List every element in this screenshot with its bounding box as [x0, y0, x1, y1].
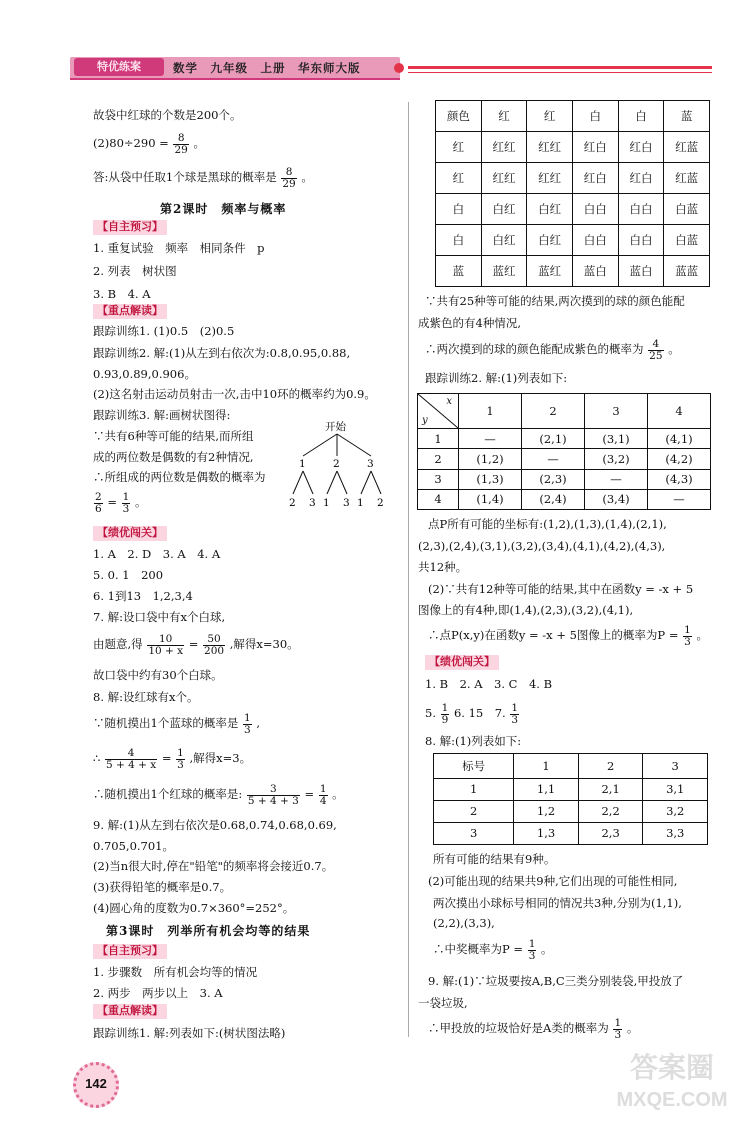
- table-cell: 2: [434, 800, 514, 822]
- text-line: 7. 解:设口袋中有x个白球,: [93, 610, 226, 624]
- table-cell: 3,1: [643, 778, 708, 800]
- table-cell: 1,3: [514, 822, 579, 844]
- text-line: 共12种。: [418, 560, 468, 574]
- table-cell: 红红: [527, 163, 573, 194]
- table-corner-cell: [418, 394, 459, 429]
- table-row: [418, 489, 711, 509]
- table-row: [436, 163, 710, 194]
- table-cell: (1,2): [459, 449, 522, 469]
- text-line: 2. 两步 两步以上 3. A: [93, 986, 223, 1000]
- table-cell: (3,2): [585, 449, 648, 469]
- text-line: 跟踪训练2. 解:(1)列表如下:: [425, 371, 568, 385]
- table-cell: 2,2: [578, 800, 643, 822]
- table-header-cell: 1: [514, 754, 579, 779]
- table-cell: 白红: [527, 194, 573, 225]
- table-header-cell: 3: [643, 754, 708, 779]
- header-rule-thin: [408, 72, 712, 73]
- tree-leaf: 2: [289, 497, 296, 509]
- table-cell: (2,4): [522, 489, 585, 509]
- table-header-cell: 白: [618, 101, 664, 132]
- coordinate-table: [417, 393, 711, 510]
- table-cell: (4,1): [648, 429, 711, 449]
- table-header-cell: 1: [459, 394, 522, 429]
- text-line: 0.93,0.89,0.906。: [93, 367, 196, 381]
- table-header-row: [434, 754, 708, 779]
- text-line: (2)∵共有12种等可能的结果,其中在函数y = -x + 5: [428, 582, 694, 596]
- table-cell: 红红: [481, 163, 527, 194]
- text-line: (2)可能出现的结果共9种,它们出现的可能性相同,: [428, 874, 678, 888]
- text-line: 跟踪训练3. 解:画树状图得:: [93, 408, 231, 422]
- table-cell: 红白: [572, 132, 618, 163]
- text-line: 一袋垃圾,: [418, 996, 468, 1010]
- text-line: 3. B 4. A: [93, 287, 151, 301]
- fraction: $\frac{1}{3}$: [122, 490, 130, 515]
- text-line: 两次摸出小球标号相同的情况共3种,分别为(1,1),: [433, 896, 682, 910]
- table-cell: 白白: [618, 225, 664, 256]
- section-tag: 【重点解读】: [93, 304, 167, 319]
- formula-line: ∴点P(x,y)在函数y = -x + 5图像上的概率为P = $\frac{1}{3}$ 。: [428, 623, 708, 648]
- table-cell: —: [585, 469, 648, 489]
- tree-node: 2: [333, 458, 340, 470]
- watermark-logo: [612, 1052, 732, 1122]
- table-row: [436, 194, 710, 225]
- table-header-row: [436, 101, 710, 132]
- section-tag: 【重点解读】: [93, 1004, 167, 1019]
- fraction: $\frac{2}{6}$: [95, 490, 102, 515]
- text-line: (2)当n很大时,停在"铅笔"的频率将会接近0.7。: [93, 859, 334, 873]
- table-cell: (4,3): [648, 469, 711, 489]
- formula-line: ∴中奖概率为P = $\frac{1}{3}$ 。: [433, 937, 553, 962]
- table-cell: 4: [418, 489, 459, 509]
- table-row: [434, 778, 708, 800]
- section-tag: 【绩优闯关】: [93, 526, 167, 541]
- text-line: (2,3),(2,4),(3,1),(3,2),(3,4),(4,1),(4,2),(4,3),: [418, 539, 666, 553]
- table-cell: 蓝白: [618, 256, 664, 287]
- header-logo: 特优练案: [74, 58, 164, 76]
- table-cell: 蓝红: [527, 256, 573, 287]
- table-cell: 白红: [527, 225, 573, 256]
- table-cell: 白: [436, 225, 482, 256]
- table-header-cell: 颜色: [436, 101, 482, 132]
- table-cell: —: [522, 449, 585, 469]
- formula-line: ∵随机摸出1个蓝球的概率是 $\frac{1}{3}$ ,: [93, 711, 260, 736]
- watermark-text: 答案圈: [629, 1052, 714, 1083]
- fraction: $\frac{3}{5 + 4 + 3}$: [247, 782, 299, 807]
- table-header-cell: 红: [527, 101, 573, 132]
- column-divider: [408, 102, 409, 1037]
- text-line: (2,2),(3,3),: [433, 916, 495, 930]
- table-cell: 3: [418, 469, 459, 489]
- formula-line: ∴两次摸到的球的颜色能配成紫色的概率为 $\frac{4}{25}$ 。: [425, 337, 680, 362]
- table-cell: 3,3: [643, 822, 708, 844]
- header-rule: [408, 66, 712, 69]
- formula-line: 由题意,得 $\frac{10}{10 + x}$ = $\frac{50}{200}$ ,解得x=30。: [93, 632, 299, 657]
- tree-node: 3: [367, 458, 374, 470]
- fraction: $\frac{4}{5 + 4 + x}$: [105, 746, 157, 771]
- table-header-cell: 白: [572, 101, 618, 132]
- formula-line: ∴随机摸出1个红球的概率是: $\frac{3}{5 + 4 + 3}$ = $\frac{1}{4}$ 。: [93, 782, 344, 807]
- text-line: 故袋中红球的个数是200个。: [93, 108, 242, 122]
- text-line: 8. 解:(1)列表如下:: [425, 734, 522, 748]
- table-row: [436, 256, 710, 287]
- table-cell: 红红: [481, 132, 527, 163]
- text-line: 6. 1到13 1,2,3,4: [93, 589, 193, 603]
- table-cell: 白红: [481, 225, 527, 256]
- text-line: 1. B 2. A 3. C 4. B: [425, 677, 553, 691]
- header-underline: [70, 78, 400, 80]
- answer-line: 答:从袋中任取1个球是黑球的概率是 $\frac{8}{29}$ 。: [93, 165, 313, 190]
- table-row: [436, 225, 710, 256]
- text-line: 2. 列表 树状图: [93, 264, 177, 278]
- table-header-cell: 3: [585, 394, 648, 429]
- table-cell: 蓝: [436, 256, 482, 287]
- tree-leaf: 1: [323, 497, 330, 509]
- table-cell: 白白: [572, 225, 618, 256]
- table-header-cell: 2: [522, 394, 585, 429]
- text-line: 0.705,0.701。: [93, 839, 174, 853]
- text-line: 8. 解:设红球有x个。: [93, 690, 199, 704]
- table-cell: 红白: [618, 132, 664, 163]
- tree-root: 开始: [325, 421, 346, 433]
- corner-x-label: x: [446, 396, 452, 407]
- table-cell: 红: [436, 163, 482, 194]
- table-cell: 2,1: [578, 778, 643, 800]
- color-combination-table: [435, 100, 710, 287]
- text-line: (2)这名射击运动员射击一次,击中10环的概率约为0.9。: [93, 387, 376, 401]
- table-cell: 1,1: [514, 778, 579, 800]
- table-row: [436, 132, 710, 163]
- fraction: $\frac{1}{9}$: [441, 701, 449, 726]
- fraction: $\frac{1}{3}$: [528, 937, 536, 962]
- table-cell: 3,2: [643, 800, 708, 822]
- table-header-cell: 标号: [434, 754, 514, 779]
- tree-leaf: 2: [377, 497, 384, 509]
- text-line: 跟踪训练2. 解:(1)从左到右依次为:0.8,0.95,0.88,: [93, 346, 351, 360]
- section-tag: 【绩优闯关】: [425, 655, 499, 670]
- table-cell: 红: [436, 132, 482, 163]
- section-title: 第2课时 频率与概率: [160, 202, 287, 216]
- table-cell: 红红: [527, 132, 573, 163]
- text-line: 成的两位数是偶数的有2种情况,: [93, 450, 254, 464]
- table-cell: 2: [418, 449, 459, 469]
- fraction: $\frac{8}{29}$: [174, 131, 188, 156]
- section-title: 第3课时 列举所有机会均等的结果: [106, 924, 311, 938]
- formula-line: ∴ $\frac{4}{5 + 4 + x}$ = $\frac{1}{3}$ ,解得x=3。: [93, 746, 252, 771]
- text-line: 点P所有可能的坐标有:(1,2),(1,3),(1,4),(2,1),: [428, 517, 667, 531]
- table-cell: 蓝红: [481, 256, 527, 287]
- tree-leaf: 3: [343, 497, 350, 509]
- text-line: 跟踪训练1. (1)0.5 (2)0.5: [93, 324, 235, 338]
- text-line: 图像上的有4种,即(1,4),(2,3),(3,2),(4,1),: [418, 603, 634, 617]
- fraction: $\frac{1}{3}$: [684, 623, 691, 648]
- table-cell: 1,2: [514, 800, 579, 822]
- table-cell: 红白: [572, 163, 618, 194]
- table-header-cell: 蓝: [664, 101, 710, 132]
- table-cell: 红蓝: [664, 163, 710, 194]
- text-line: 9. 解:(1)从左到右依次是0.68,0.74,0.68,0.69,: [93, 818, 337, 832]
- fraction: $\frac{1}{3}$: [177, 746, 184, 771]
- text-line: (3)获得铅笔的概率是0.7。: [93, 880, 232, 894]
- text-line: ∵共有25种等可能的结果,两次摸到的球的颜色能配: [425, 294, 685, 308]
- table-header-cell: 红: [481, 101, 527, 132]
- text-line: 1. A 2. D 3. A 4. A: [93, 547, 221, 561]
- formula-line: (2)80÷290 = $\frac{8}{29}$ 。: [93, 131, 205, 156]
- table-cell: 蓝蓝: [664, 256, 710, 287]
- text-line: 故口袋中约有30个白球。: [93, 668, 223, 682]
- table-row: [418, 429, 711, 449]
- text-line: (4)圆心角的度数为0.7×360°=252°。: [93, 901, 295, 915]
- table-cell: 蓝白: [572, 256, 618, 287]
- fraction: $\frac{10}{10 + x}$: [148, 632, 184, 657]
- page-number: 142: [73, 1062, 119, 1108]
- text-line: 1. 步骤数 所有机会均等的情况: [93, 965, 258, 979]
- fraction: $\frac{4}{25}$: [649, 337, 663, 362]
- tree-leaf: 1: [357, 497, 364, 509]
- table-cell: (2,1): [522, 429, 585, 449]
- fraction: $\frac{1}{3}$: [511, 701, 519, 726]
- table-cell: 红白: [618, 163, 664, 194]
- table-header-cell: 2: [578, 754, 643, 779]
- formula-line: $\frac{2}{6}$ = $\frac{1}{3}$ 。: [95, 490, 147, 515]
- header-subject: 数学 九年级 上册 华东师大版: [173, 61, 361, 75]
- section-tag: 【自主预习】: [93, 220, 167, 235]
- text-line: 跟踪训练1. 解:列表如下:(树状图法略): [93, 1026, 286, 1040]
- table-cell: 2,3: [578, 822, 643, 844]
- corner-y-label: y: [422, 415, 428, 426]
- table-cell: 白白: [572, 194, 618, 225]
- text-line: 成紫色的有4种情况,: [418, 316, 521, 330]
- table-cell: 白蓝: [664, 194, 710, 225]
- table-cell: —: [648, 489, 711, 509]
- table-cell: (1,3): [459, 469, 522, 489]
- table-cell: 白白: [618, 194, 664, 225]
- table-cell: (3,1): [585, 429, 648, 449]
- fraction: $\frac{8}{29}$: [282, 165, 296, 190]
- table-cell: 红蓝: [664, 132, 710, 163]
- section-tag: 【自主预习】: [93, 944, 167, 959]
- table-header-cell: 4: [648, 394, 711, 429]
- table-cell: 白: [436, 194, 482, 225]
- table-cell: (4,2): [648, 449, 711, 469]
- table-header-row: [418, 394, 711, 429]
- tree-diagram: [283, 418, 393, 513]
- table-cell: (1,4): [459, 489, 522, 509]
- table-cell: 1: [418, 429, 459, 449]
- text-line: 9. 解:(1)∵垃圾要按A,B,C三类分别装袋,甲投放了: [428, 974, 684, 988]
- fraction: $\frac{50}{200}$: [204, 632, 225, 657]
- text-line: 5. 0. 1 200: [93, 568, 164, 582]
- table-cell: 白蓝: [664, 225, 710, 256]
- tree-node: 1: [299, 458, 306, 470]
- text-line: 1. 重复试验 频率 相同条件 p: [93, 241, 265, 255]
- table-cell: 3: [434, 822, 514, 844]
- text-line: ∴所组成的两位数是偶数的概率为: [93, 470, 266, 484]
- table-cell: 1: [434, 778, 514, 800]
- table-cell: 白红: [481, 194, 527, 225]
- tree-leaf: 3: [309, 497, 316, 509]
- text-line: 所有可能的结果有9种。: [433, 852, 556, 866]
- fraction: $\frac{1}{4}$: [319, 782, 327, 807]
- table-row: [418, 469, 711, 489]
- fraction: $\frac{1}{3}$: [614, 1016, 622, 1041]
- header-dot-icon: [394, 63, 404, 73]
- fraction: $\frac{1}{3}$: [243, 711, 251, 736]
- table-cell: (3,4): [585, 489, 648, 509]
- table-cell: —: [459, 429, 522, 449]
- text-line: ∵共有6种等可能的结果,而所组: [93, 429, 254, 443]
- formula-line: 5. $\frac{1}{9}$ 6. 15 7. $\frac{1}{3}$: [425, 701, 519, 726]
- table-cell: (2,3): [522, 469, 585, 489]
- formula-line: ∴甲投放的垃圾恰好是A类的概率为 $\frac{1}{3}$ 。: [428, 1016, 639, 1041]
- table-row: [434, 800, 708, 822]
- watermark-url: MXQE.COM: [616, 1089, 728, 1111]
- table-row: [418, 449, 711, 469]
- table-row: [434, 822, 708, 844]
- label-table: [433, 753, 708, 845]
